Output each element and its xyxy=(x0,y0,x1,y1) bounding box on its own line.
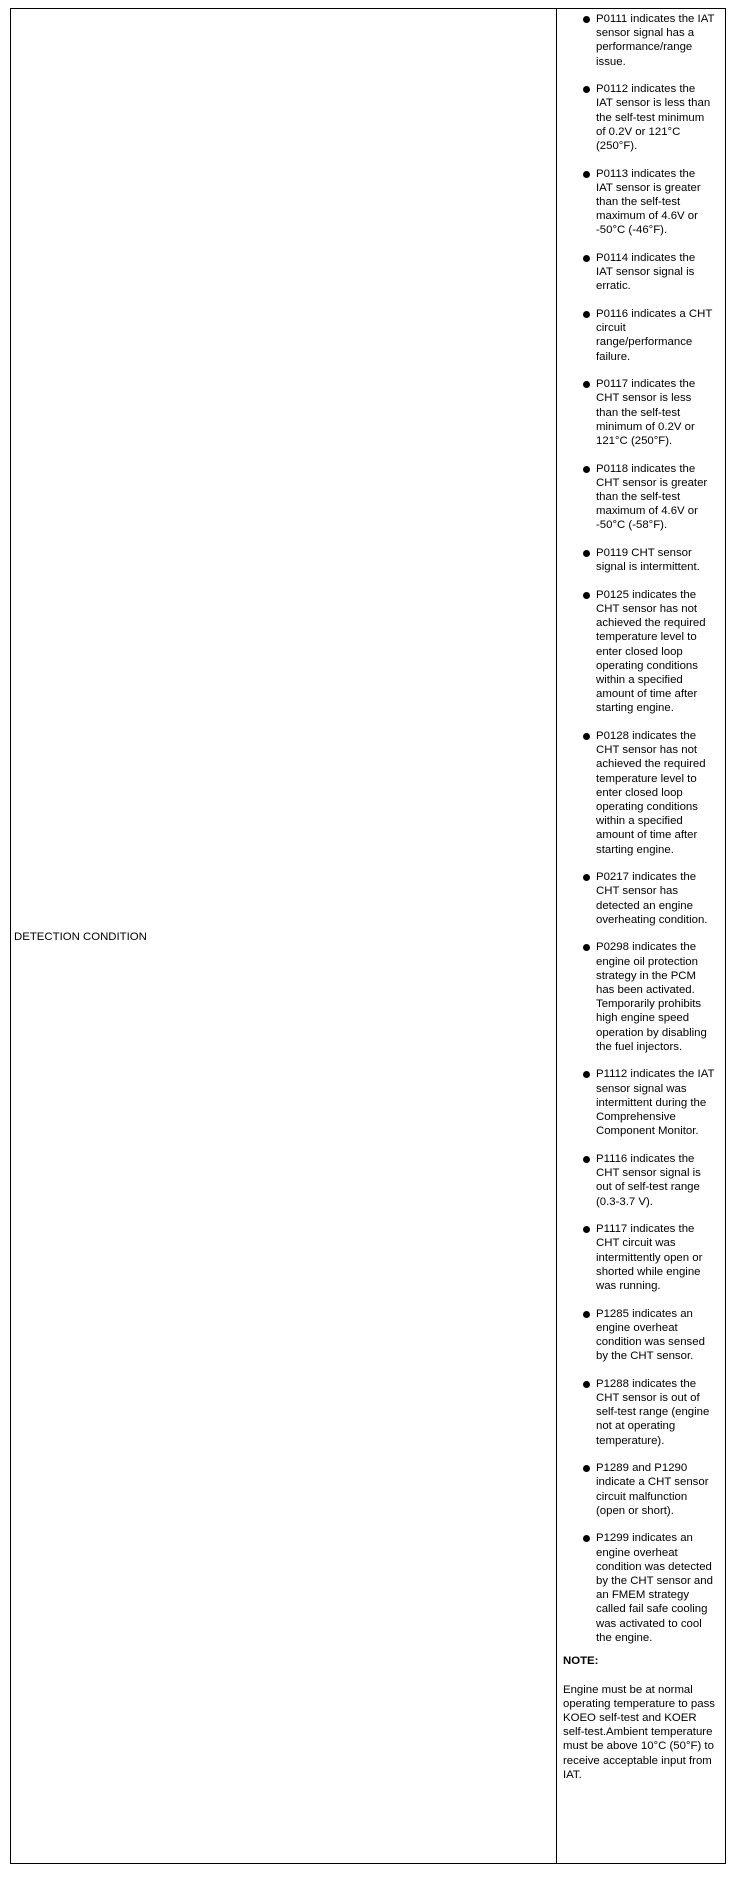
bullet-icon xyxy=(583,1226,590,1233)
dtc-list-item xyxy=(563,870,719,927)
dtc-list-item xyxy=(563,588,719,716)
note-title: NOTE: xyxy=(563,1655,599,1668)
dtc-text: P0125 indicates the CHT sensor has not achieved the required temperature level to enter closed loop operating conditions within a specified amount of time after starting engine. xyxy=(596,588,706,715)
value-cell xyxy=(557,9,725,1863)
dtc-list-item xyxy=(563,1152,719,1209)
bullet-icon xyxy=(583,874,590,881)
dtc-text: P1112 indicates the IAT sensor signal was intermittent during the Comprehensive Component Monitor. xyxy=(596,1068,715,1138)
bullet-icon xyxy=(583,466,590,473)
dtc-text: P0118 indicates the CHT sensor is greater than the self-test maximum of 4.6V or -50°C (-58°F). xyxy=(596,462,708,532)
dtc-list-item xyxy=(563,462,719,533)
dtc-list-item xyxy=(563,940,719,1054)
bullet-icon xyxy=(583,1311,590,1318)
dtc-list-item xyxy=(563,1531,719,1645)
dtc-list-item xyxy=(563,251,719,294)
note-body: Engine must be at normal operating temperature to pass KOEO self-test and KOER self-test.Ambient temperature must be above 10°C (50°F) to receive acceptable input from IAT. xyxy=(563,1683,715,1781)
bullet-icon xyxy=(583,86,590,93)
bullet-icon xyxy=(583,1381,590,1388)
dtc-text: P0113 indicates the IAT sensor is greater than the self-test maximum of 4.6V or -50°C (-46°F). xyxy=(596,167,701,237)
dtc-text: P0119 CHT sensor signal is intermittent. xyxy=(596,547,700,574)
dtc-text: P0298 indicates the engine oil protection strategy in the PCM has been activated. Temporarily prohibits high engine speed operation by disabling the fuel injectors. xyxy=(596,941,707,1053)
dtc-list-item xyxy=(563,307,719,364)
dtc-text: P0117 indicates the CHT sensor is less than the self-test minimum of 0.2V or 121°C (250°F). xyxy=(596,378,696,448)
bullet-icon xyxy=(583,171,590,178)
dtc-text: P1116 indicates the CHT sensor signal is out of self-test range (0.3-3.7 V). xyxy=(596,1152,701,1208)
dtc-list-item xyxy=(563,12,719,69)
dtc-list-item xyxy=(563,1067,719,1138)
bullet-icon xyxy=(583,311,590,318)
row-label: DETECTION CONDITION xyxy=(14,931,147,943)
dtc-text: P1285 indicates an engine overheat condition was sensed by the CHT sensor. xyxy=(596,1307,705,1363)
dtc-list-item xyxy=(563,546,719,574)
dtc-text: P0217 indicates the CHT sensor has detected an engine overheating condition. xyxy=(596,871,708,926)
bullet-icon xyxy=(583,381,590,388)
dtc-text: P0128 indicates the CHT sensor has not achieved the required temperature level to enter closed loop operating conditions within a specified amount of time after starting engine. xyxy=(596,730,706,856)
bullet-icon xyxy=(583,1465,590,1472)
dtc-list-item xyxy=(563,167,719,238)
bullet-icon xyxy=(583,944,590,951)
bullet-icon xyxy=(583,550,590,557)
dtc-list-item xyxy=(563,1307,719,1364)
dtc-text: P0111 indicates the IAT sensor signal has a performance/range issue. xyxy=(596,13,715,68)
bullet-icon xyxy=(583,1071,590,1078)
bullet-icon xyxy=(583,16,590,23)
label-cell xyxy=(11,9,557,1863)
bullet-icon xyxy=(583,1156,590,1163)
bullet-icon xyxy=(583,255,590,262)
dtc-list-item xyxy=(563,1461,719,1518)
dtc-text: P1288 indicates the CHT sensor is out of self-test range (engine not at operating temperature). xyxy=(596,1377,710,1447)
dtc-text: P1117 indicates the CHT circuit was intermittently open or shorted while engine was running. xyxy=(596,1223,703,1292)
dtc-text: P1299 indicates an engine overheat condition was detected by the CHT sensor and an FMEM strategy called fail safe cooling was activated to cool the engine. xyxy=(596,1532,713,1644)
dtc-list-item xyxy=(563,1222,719,1293)
dtc-list xyxy=(563,12,719,1645)
dtc-list-item xyxy=(563,82,719,153)
dtc-text: P0116 indicates a CHT circuit range/performance failure. xyxy=(596,308,713,363)
bullet-icon xyxy=(583,592,590,599)
dtc-list-item xyxy=(563,1377,719,1448)
dtc-list-item xyxy=(563,377,719,448)
dtc-list-item xyxy=(563,729,719,857)
bullet-icon xyxy=(583,733,590,740)
dtc-text: P1289 and P1290 indicate a CHT sensor circuit malfunction (open or short). xyxy=(596,1462,709,1517)
dtc-text: P0114 indicates the IAT sensor signal is erratic. xyxy=(596,252,696,293)
dtc-text: P0112 indicates the IAT sensor is less than the self-test minimum of 0.2V or 121°C (250°F). xyxy=(596,83,711,153)
detection-condition-table xyxy=(10,8,726,1864)
bullet-icon xyxy=(583,1535,590,1542)
